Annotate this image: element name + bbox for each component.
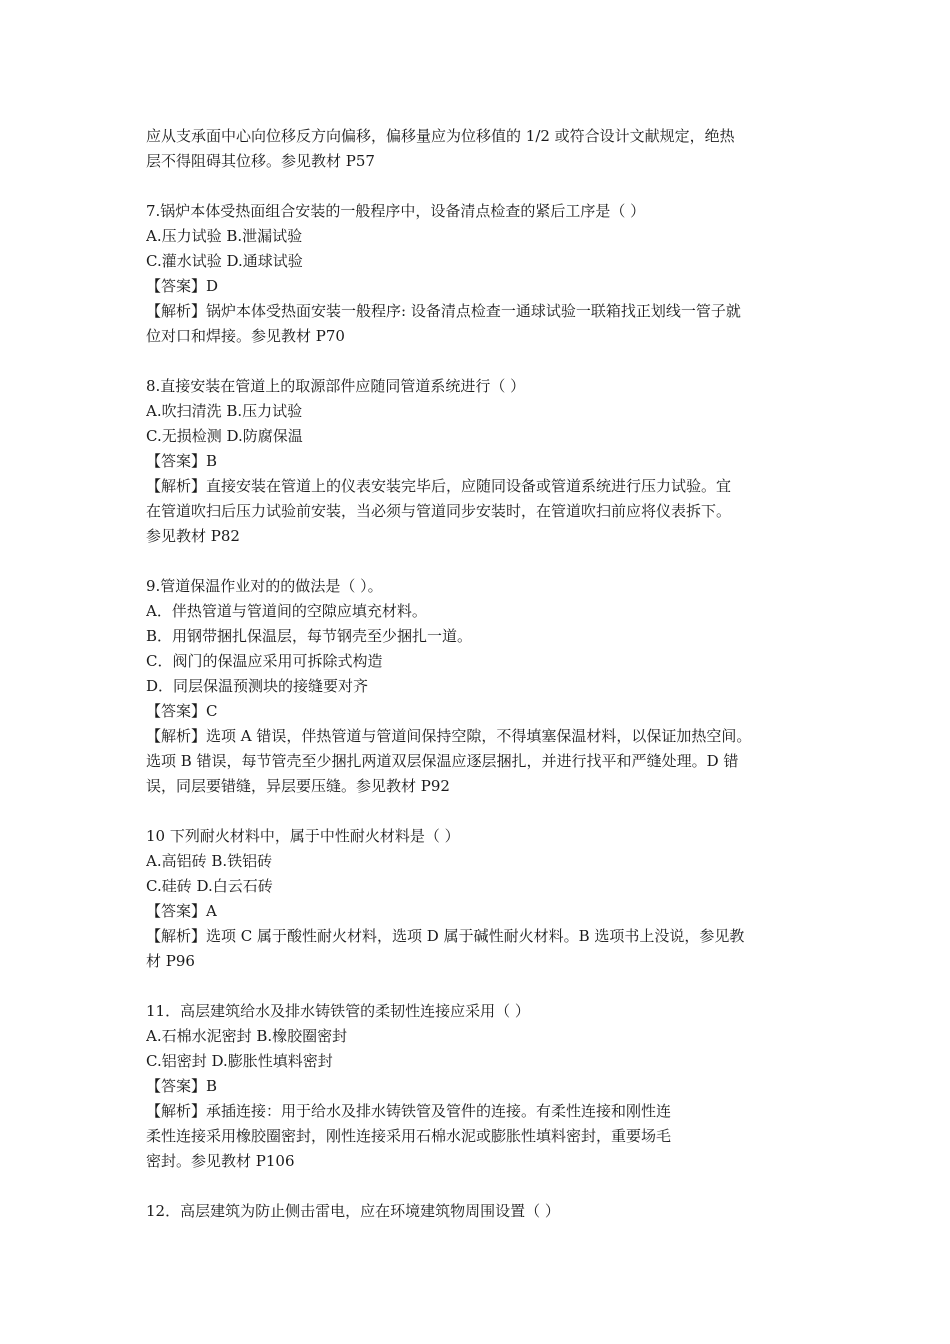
paragraph-gap (146, 974, 826, 999)
question-block (146, 374, 826, 549)
continued-explanation (146, 124, 826, 174)
text-line: 【解析】选项 C 属于酸性耐火材料，选项 D 属于碱性耐火材料。B 选项书上没说，参见教 (146, 927, 745, 945)
text-line: 7.锅炉本体受热面组合安装的一般程序中，设备清点检查的紧后工序是（ ） (146, 202, 646, 220)
text-line: C.无损检测 D.防腐保温 (146, 427, 303, 445)
text-line: 【答案】B (146, 1077, 218, 1095)
text-line: 柔性连接采用橡胶圈密封，刚性连接采用石棉水泥或膨胀性填料密封，重要场毛 (146, 1127, 672, 1145)
text-line: 位对口和焊接。参见教材 P70 (146, 327, 345, 345)
text-line: A．伴热管道与管道间的空隙应填充材料。 (146, 602, 427, 620)
text-line: 误，同层要错缝，异层要压缝。参见教材 P92 (146, 777, 450, 795)
text-line: A.高铝砖 B.铁铝砖 (146, 852, 273, 870)
text-line: 选项 B 错误，每节管壳至少捆扎两道双层保温应逐层捆扎，并进行找平和严缝处理。D 错 (146, 752, 739, 770)
text-line: C.硅砖 D.白云石砖 (146, 877, 273, 895)
question-block (146, 1199, 826, 1224)
text-line: C．阀门的保温应采用可拆除式构造 (146, 652, 383, 670)
paragraph-gap (146, 549, 826, 574)
text-line: 【解析】锅炉本体受热面安装一般程序: 设备清点检查一通球试验一联箱找正划线一管子就 (146, 302, 741, 320)
text-line: 12．高层建筑为防止侧击雷电，应在环境建筑物周围设置（ ） (146, 1202, 560, 1220)
question-block (146, 574, 826, 799)
text-line: 【解析】承插连接：用于给水及排水铸铁管及管件的连接。有柔性连接和刚性连 (146, 1102, 672, 1120)
text-line: D．同层保温预测块的接缝要对齐 (146, 677, 369, 695)
text-line: 参见教材 P82 (146, 527, 240, 545)
text-line: C.灌水试验 D.通球试验 (146, 252, 303, 270)
text-line: 【答案】A (146, 902, 217, 920)
paragraph-gap (146, 1174, 826, 1199)
question-block (146, 199, 826, 349)
paragraph-gap (146, 174, 826, 199)
text-line: A.压力试验 B.泄漏试验 (146, 227, 303, 245)
text-line: 密封。参见教材 P106 (146, 1152, 295, 1170)
text-line: 【答案】D (146, 277, 219, 295)
text-line: 【答案】B (146, 452, 218, 470)
text-line: 【解析】选项 A 错误，伴热管道与管道间保持空隙，不得填塞保温材料，以保证加热空间。 (146, 727, 752, 745)
text-line: 应从支承面中心向位移反方向偏移，偏移量应为位移值的 1/2 或符合设计文献规定，绝热 (146, 127, 735, 145)
text-line: B．用钢带捆扎保温层，每节钢壳至少捆扎一道。 (146, 627, 473, 645)
question-block (146, 999, 826, 1174)
text-line: 8.直接安装在管道上的取源部件应随同管道系统进行（ ） (146, 377, 526, 395)
text-line: 9.管道保温作业对的的做法是（ ）。 (146, 577, 383, 595)
text-line: 材 P96 (146, 952, 195, 970)
text-line: 层不得阻碍其位移。参见教材 P57 (146, 152, 375, 170)
text-line: 【答案】C (146, 702, 218, 720)
text-line: A.石棉水泥密封 B.橡胶圈密封 (146, 1027, 348, 1045)
text-line: 10 下列耐火材料中，属于中性耐火材料是（ ） (146, 827, 460, 845)
paragraph-gap (146, 799, 826, 824)
text-line: 11．高层建筑给水及排水铸铁管的柔韧性连接应采用（ ） (146, 1002, 530, 1020)
text-line: 【解析】直接安装在管道上的仪表安装完毕后，应随同设备或管道系统进行压力试验。宜 (146, 477, 732, 495)
text-line: C.铝密封 D.膨胀性填料密封 (146, 1052, 333, 1070)
question-block (146, 824, 826, 974)
text-line: 在管道吹扫后压力试验前安装，当必须与管道同步安装时，在管道吹扫前应将仪表拆下。 (146, 502, 732, 520)
paragraph-gap (146, 349, 826, 374)
document-body (146, 124, 826, 1224)
text-line: A.吹扫清洗 B.压力试验 (146, 402, 303, 420)
